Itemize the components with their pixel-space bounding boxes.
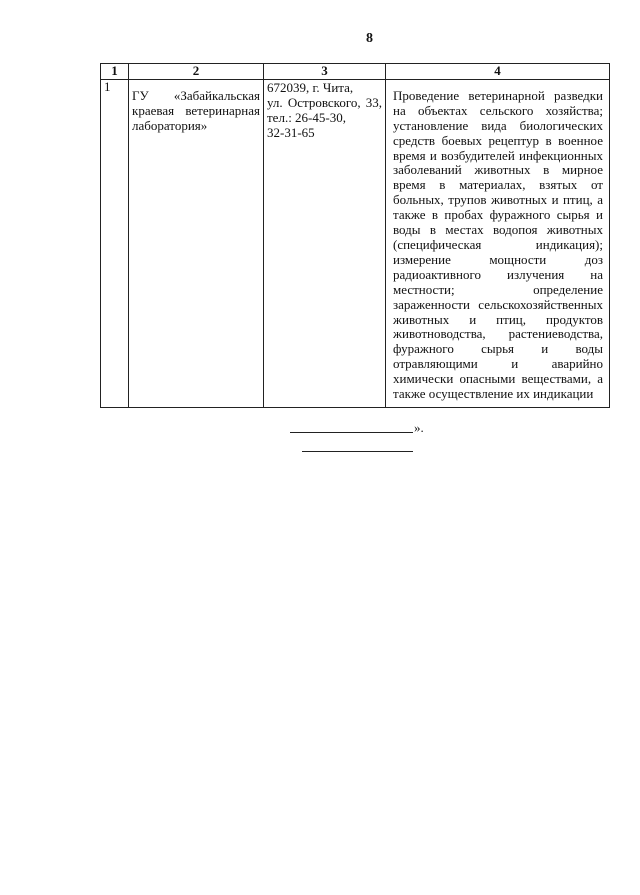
table-row xyxy=(101,79,610,407)
text-line: установление вида биологических xyxy=(393,117,603,133)
table-header-row xyxy=(101,64,610,80)
text-line: химически опасными веществами, а xyxy=(393,371,603,387)
text-line: на объектах сельского хозяйства; xyxy=(393,102,603,118)
text-line: Проведение ветеринарной разведки xyxy=(393,87,603,103)
organization-name xyxy=(129,79,264,407)
text-line: краевая ветеринарная xyxy=(132,102,260,118)
text-line: местности; определение xyxy=(393,281,603,297)
text-line: (специфическая индикация); xyxy=(393,236,603,252)
signature-line xyxy=(290,420,413,433)
text-line: животных и птиц, продуктов xyxy=(393,311,603,327)
row-number: 1 xyxy=(101,79,129,407)
text-line: зараженности сельскохозяйственных xyxy=(393,296,603,312)
text-line: также в пробах фуражного сырья и xyxy=(393,207,603,223)
text-line: больных, трупов животных и птиц, а xyxy=(393,192,603,208)
text-line: лаборатория» xyxy=(132,117,208,133)
text-line: заболеваний животных в мирное xyxy=(393,162,603,178)
activity-description xyxy=(386,79,610,407)
text-line: время в материалах, взятых от xyxy=(393,177,603,193)
text-line: измерение мощности доз xyxy=(393,251,603,267)
text-line: фуражного сырья и воды xyxy=(393,341,603,357)
text-line: отравляющими и аварийно xyxy=(393,356,603,372)
text-line: животноводства, растениеводства, xyxy=(393,326,603,342)
header-col-1: 1 xyxy=(101,64,129,80)
text-line: средств боевых рецептур в военное xyxy=(393,132,603,148)
text-line: 32-31-65 xyxy=(267,124,315,140)
header-col-3: 3 xyxy=(264,64,386,80)
text-line: также осуществление их индикации xyxy=(393,386,594,402)
text-line: тел.: 26-45-30, xyxy=(267,109,346,125)
text-line: ул. Островского, 33, xyxy=(267,94,382,110)
header-col-2: 2 xyxy=(129,64,264,80)
text-line: ГУ «Забайкальская xyxy=(132,87,260,103)
end-line xyxy=(302,451,413,452)
text-line: время и возбудителей инфекционных xyxy=(393,147,603,163)
page-number: 8 xyxy=(366,31,373,46)
data-table xyxy=(100,63,610,408)
text-line: воды в местах водопоя животных xyxy=(393,222,603,238)
text-line: радиоактивного излучения на xyxy=(393,266,603,282)
header-col-4: 4 xyxy=(386,64,610,80)
address xyxy=(264,79,386,407)
text-line: 672039, г. Чита, xyxy=(267,79,354,95)
closing-quote: ». xyxy=(414,420,424,435)
